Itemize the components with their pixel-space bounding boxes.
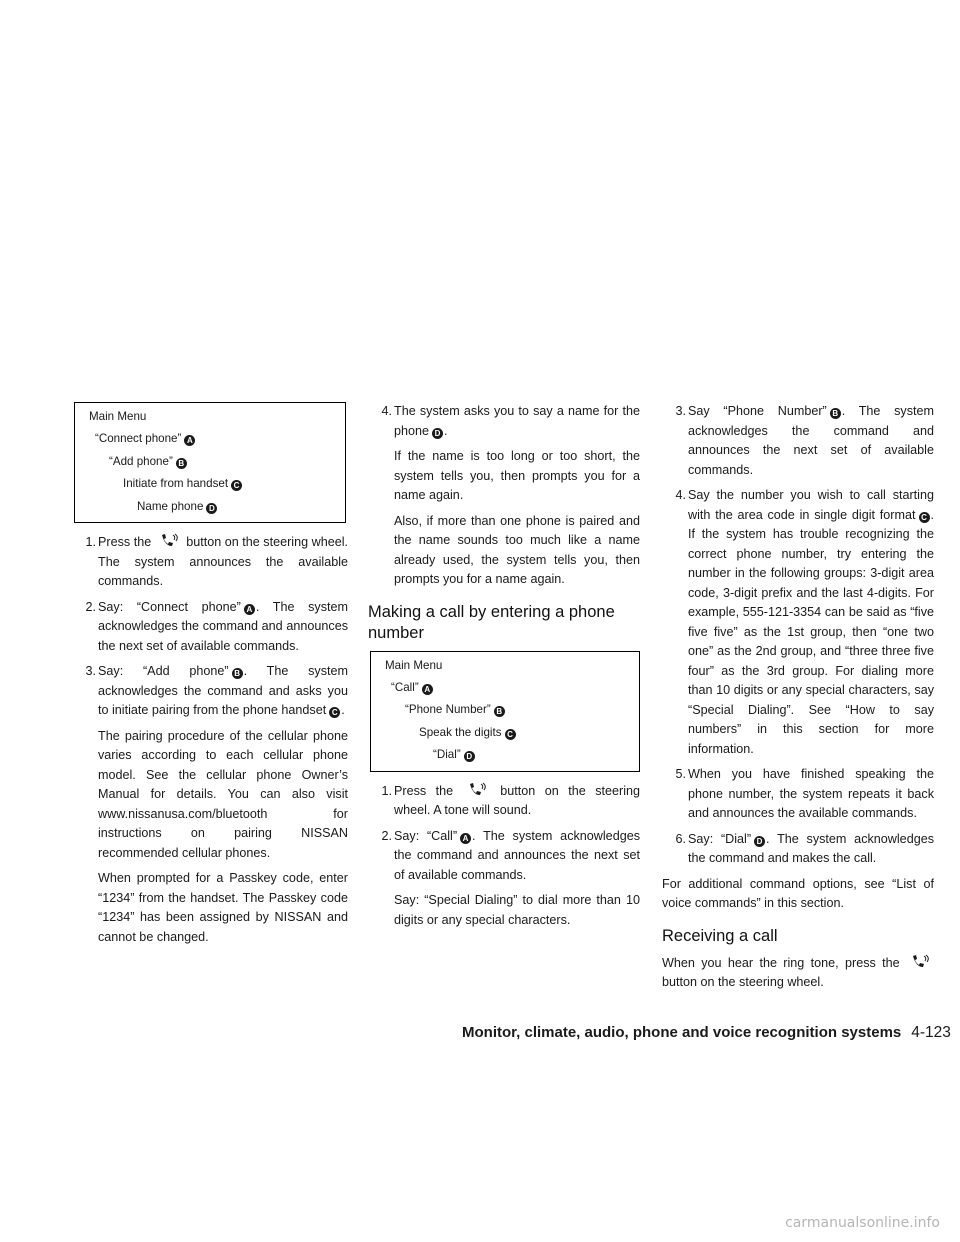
callout-badge: A [244,604,255,615]
step-3: 3. Say: “Add phone” B . The system acknowledges the command and asks you to initiate pairing from the phone handset C . [85,664,348,718]
callout-badge: A [184,435,195,446]
call-step-6: 6. Say: “Dial” D . The system acknowledges the command and makes the call. [675,831,934,865]
heading-making-call: Making a call by entering a phone number [368,602,615,642]
step-2: 2. Say: “Connect phone” A . The system acknowledges the command and announces the next set of available commands. [85,599,348,653]
step-4-name-phone: 4. The system asks you to say a name for the phone D . [381,404,640,438]
callout-badge: D [432,428,443,439]
callout-badge: C [231,480,242,491]
name-similar-paragraph: Also, if more than one phone is paired and the name sounds too much like a name already used, the system tells you, then prompts you for a name again. [394,513,640,586]
page-footer [462,1024,951,1042]
additional-options-paragraph: For additional command options, see “List of voice commands” in this section. [662,876,934,910]
call-step-5: 5. When you have finished speaking the phone number, the system repeats it back and announces the available commands. [675,767,934,820]
menu-item-initiate-handset: Initiate from handset C [89,473,345,495]
call-step-1: 1. Press the button on the steering wheel. A tone will sound. [381,783,641,818]
pairing-procedure-paragraph: The pairing procedure of the cellular phone varies according to each cellular phone model. See the cellular phone Owner’s Manual for details. You can also visit www.nissanusa.com/bluetooth for instructions on pairing NISSAN recommended cellular phones. [98,728,348,860]
menu-item-call: “Call” A [385,677,639,699]
heading-receiving-call: Receiving a call [662,926,778,945]
menu-title: Main Menu [385,658,443,672]
callout-badge: C [505,729,516,740]
callout-badge: B [232,668,243,679]
menu-diagram-connect-phone [74,402,346,523]
call-step-3: 3. Say “Phone Number” B . The system acknowledges the command and announces the next set of available commands. [675,404,934,477]
special-dialing-paragraph: Say: “Special Dialing” to dial more than 10 digits or any special characters. [394,893,640,927]
column-3 [662,402,934,999]
callout-badge: B [830,408,841,419]
menu-item-connect-phone: “Connect phone” A [89,428,345,450]
menu-diagram-call [370,651,640,772]
name-length-paragraph: If the name is too long or too short, the system tells you, then prompts you for a name again. [394,449,640,502]
menu-title: Main Menu [89,410,147,423]
menu-item-name-phone: Name phone D [89,496,345,518]
menu-item-dial: “Dial” D [385,744,639,766]
callout-badge: B [176,458,187,469]
receiving-call-paragraph: When you hear the ring tone, press the button on the steering wheel. [662,954,934,993]
callout-badge: A [422,684,433,695]
call-step-2: 2. Say: “Call” A . The system acknowledges the command and announces the next set of available commands. [381,828,640,882]
phone-voice-icon [467,782,487,798]
callout-badge: B [494,706,505,717]
step-1: 1. Press the button on the steering wheel. The system announces the available commands. [85,535,349,589]
watermark: carmanualsonline.info [785,1215,940,1231]
call-step-4: 4. Say the number you wish to call starting with the area code in single digit format C . If the system has trouble recognizing the correct phone number, try entering the number in the following groups: 3-digit area code, 3-digit prefix and the last 4-digits. For example, 555-121-3354 can be said as “five five five” as the 1st group, then “one two one” as the 2nd group, and “three three five four” as the 3rd group. For dialing more than 10 digits or any special characters, say “Special Dialing”. See “How to say numbers” in this section for more information. [675,488,934,756]
callout-badge: C [329,707,340,718]
callout-badge: A [460,833,471,844]
menu-item-speak-digits: Speak the digits C [385,722,639,744]
page-number: 4-123 [911,1024,951,1041]
column-1 [72,402,348,953]
menu-item-phone-number: “Phone Number” B [385,699,639,721]
passkey-paragraph: When prompted for a Passkey code, enter “1234” from the handset. The Passkey code “1234” has been assigned by NISSAN and cannot be changed. [98,871,348,944]
phone-voice-icon [159,533,179,549]
phone-voice-icon [910,954,930,970]
callout-badge: D [206,503,217,514]
menu-item-add-phone: “Add phone” B [89,451,345,473]
callout-badge: C [919,512,930,523]
column-2 [368,402,640,936]
callout-badge: D [464,751,475,762]
footer-section-title: Monitor, climate, audio, phone and voice recognition systems [462,1024,902,1041]
callout-badge: D [754,836,765,847]
